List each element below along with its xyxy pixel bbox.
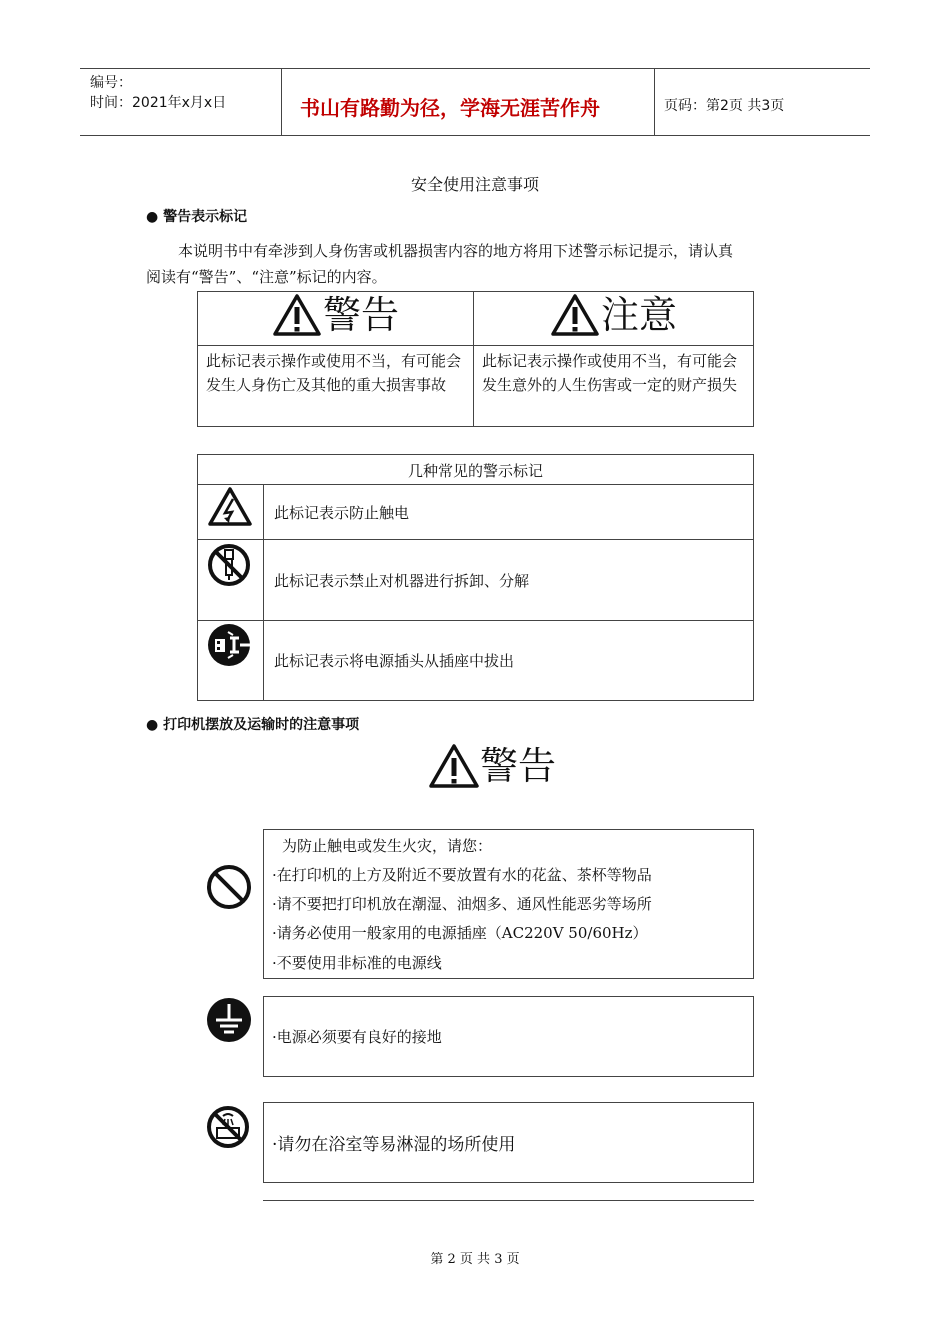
box1-line: ·请不要把打印机放在潮湿、油烟多、通风性能恶劣等场所 — [272, 895, 652, 913]
no-wet-location-icon — [205, 1104, 251, 1150]
common-row-text: 此标记表示防止触电 — [274, 504, 410, 522]
intro-line-1: 本说明书中有牵涉到人身伤害或机器损害内容的地方将用下述警示标记提示，请认真 — [178, 242, 734, 260]
prohibited-icon — [205, 863, 253, 911]
caution-title: 注意 — [601, 293, 678, 337]
box1-line: ·请务必使用一般家用的电源插座（AC220V 50/60Hz） — [272, 924, 648, 942]
box3-text: ·请勿在浴室等易淋湿的场所使用 — [272, 1135, 516, 1155]
no-disassembly-icon — [206, 542, 252, 588]
section2-warning-title: 警告 — [480, 744, 557, 788]
header-top-rule — [80, 68, 870, 69]
common-row-text: 此标记表示禁止对机器进行拆卸、分解 — [274, 572, 530, 590]
table-divider-vertical — [473, 291, 474, 427]
header-number-label: 编号： — [90, 75, 132, 91]
unplug-icon — [206, 622, 254, 668]
caution-description: 此标记表示操作或使用不当，有可能会发生意外的人生伤害或一定的财产损失 — [482, 352, 738, 394]
common-title-divider — [197, 484, 754, 485]
warning-description: 此标记表示操作或使用不当，有可能会发生人身伤亡及其他的重大损害事故 — [206, 352, 462, 394]
box2-text: ·电源必须要有良好的接地 — [272, 1028, 442, 1046]
header-divider-right — [654, 68, 655, 135]
box1-line: 为防止触电或发生火灾，请您： — [282, 837, 493, 855]
box1-line: ·不要使用非标准的电源线 — [272, 954, 442, 972]
section1-heading: ● 警告表示标记 — [146, 209, 248, 225]
common-row2-divider — [197, 620, 754, 621]
common-row-text: 此标记表示将电源插头从插座中拔出 — [274, 652, 515, 670]
header-bottom-rule — [80, 135, 870, 136]
box1-line: ·在打印机的上方及附近不要放置有水的花盆、茶杯等物品 — [272, 866, 652, 884]
common-signs-title: 几种常见的警示标记 — [407, 462, 543, 480]
warning-triangle-icon — [272, 293, 322, 337]
table-divider-horizontal — [197, 345, 754, 346]
warning-triangle-icon — [428, 743, 480, 789]
header-motto: 书山有路勤为径，学海无涯苦作舟 — [300, 96, 600, 120]
caution-triangle-icon — [550, 293, 600, 337]
section2-heading: ● 打印机摆放及运输时的注意事项 — [146, 717, 360, 733]
ground-icon — [205, 996, 253, 1044]
header-time-label: 时间：2021年x月x日 — [90, 95, 227, 111]
electric-shock-icon — [207, 486, 253, 528]
warning-title: 警告 — [323, 293, 400, 337]
common-row1-divider — [197, 539, 754, 540]
header-divider-left — [281, 68, 282, 135]
intro-line-2: 阅读有“警告”、“注意”标记的内容。 — [146, 268, 387, 286]
common-icon-column-divider — [263, 484, 264, 701]
bottom-rule — [263, 1200, 754, 1201]
page-title: 安全使用注意事项 — [410, 175, 539, 194]
footer-page-number: 第 2 页 共 3 页 — [430, 1252, 520, 1267]
header-page-label: 页码：第2页 共3页 — [664, 98, 785, 114]
